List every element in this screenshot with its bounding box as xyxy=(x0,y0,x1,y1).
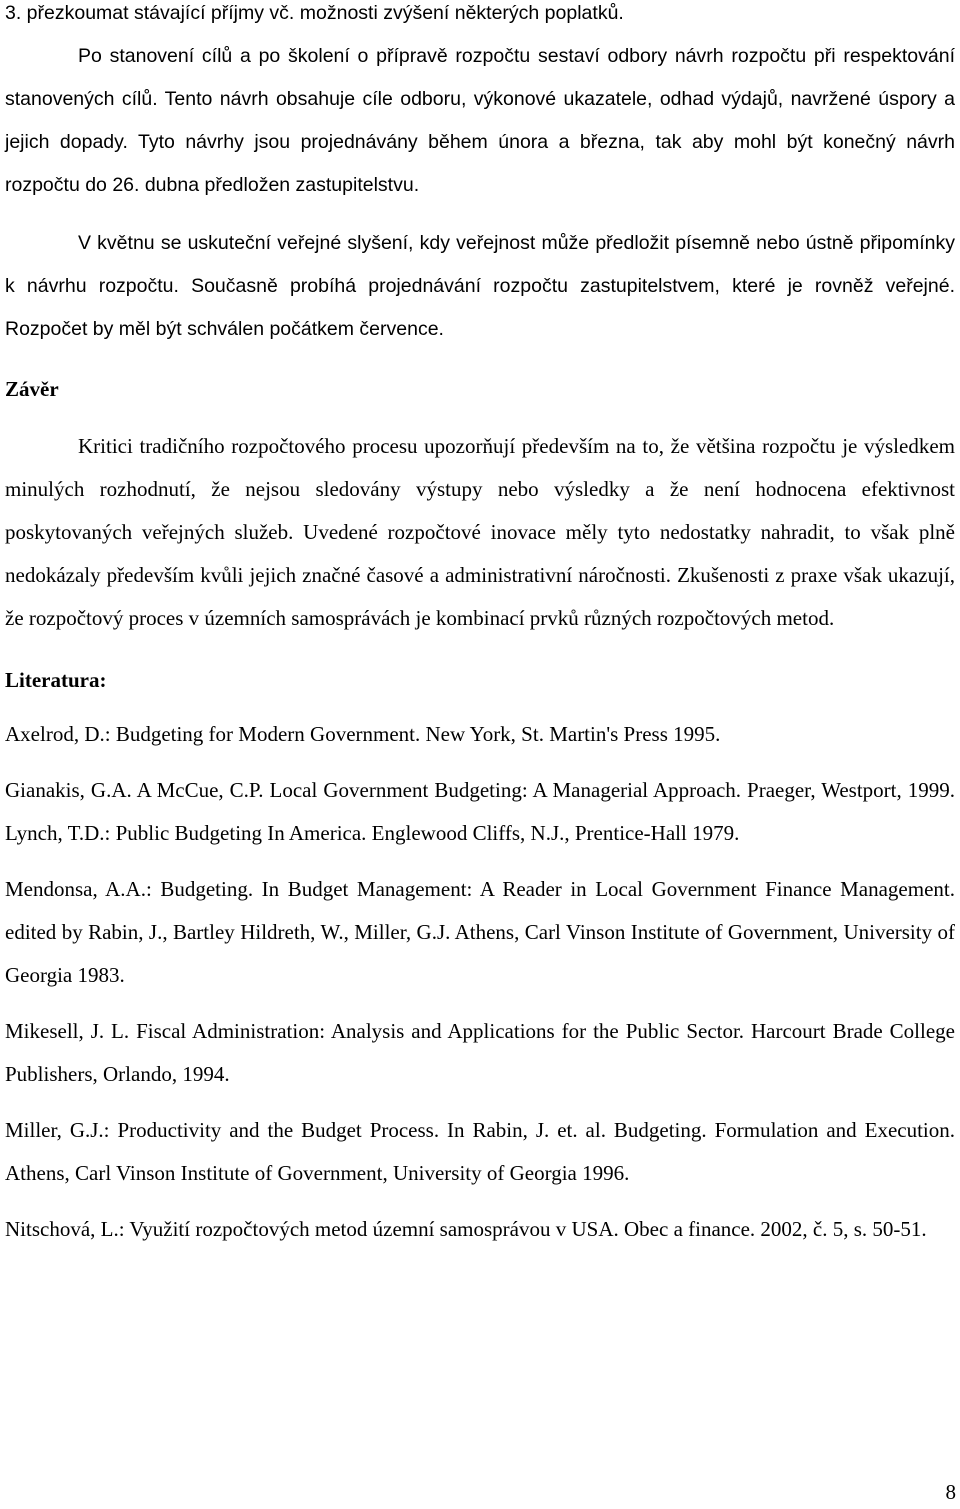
reference-item: Nitschová, L.: Využití rozpočtových metod územní samosprávou v USA. Obec a finance. 2002, č. 5, s. 50-51. xyxy=(5,1217,927,1241)
paragraph-budget-proposal: Po stanovení cílů a po školení o přípravě rozpočtu sestaví odbory návrh rozpočtu při respektování stanovených cílů. Tento návrh obsahuje cíle odboru, výkonové ukazatele, odhad výdajů, navržené úspory a jejich dopady. Tyto návrhy jsou projednávány během února a března, tak aby mohl být konečný návrh rozpočtu do 26. dubna předložen zastupitelstvu. xyxy=(5,45,955,196)
reference-item: Gianakis, G.A. A McCue, C.P. Local Government Budgeting: A Managerial Approach. Praeger, Westport, 1999. Lynch, T.D.: Public Budgeting In America. Englewood Cliffs, N.J., Prentice-Hall 1979. xyxy=(5,778,955,845)
conclusion-heading: Závěr xyxy=(5,377,59,401)
document-page xyxy=(5,0,955,1251)
reference-item: Miller, G.J.: Productivity and the Budget Process. In Rabin, J. et. al. Budgeting. Formulation and Execution. Athens, Carl Vinson Institute of Government, University of Georgia 1996. xyxy=(5,1118,955,1185)
conclusion-paragraph: Kritici tradičního rozpočtového procesu upozorňují především na to, že většina rozpočtu je výsledkem minulých rozhodnutí, že nejsou sledovány výstupy nebo výsledky a že není hodnocena efektivnost poskytovaných veřejných služeb. Uvedené rozpočtové inovace měly tyto nedostatky nahradit, to však plně nedokázaly především kvůli jejich značné časové a administrativní náročnosti. Zkušenosti z praxe však ukazují, že rozpočtový proces v územních samosprávách je kombinací prvků různých rozpočtových metod. xyxy=(5,434,955,630)
reference-item: Mendonsa, A.A.: Budgeting. In Budget Management: A Reader in Local Government Finance Management. edited by Rabin, J., Bartley Hildreth, W., Miller, G.J. Athens, Carl Vinson Institute of Government, University of Georgia 1983. xyxy=(5,877,955,987)
reference-item: Axelrod, D.: Budgeting for Modern Government. New York, St. Martin's Press 1995. xyxy=(5,722,721,746)
reference-item: Mikesell, J. L. Fiscal Administration: Analysis and Applications for the Public Sector. Harcourt Brade College Publishers, Orlando, 1994. xyxy=(5,1019,955,1086)
paragraph-public-hearing: V květnu se uskuteční veřejné slyšení, kdy veřejnost může předložit písemně nebo ústně připomínky k návrhu rozpočtu. Současně probíhá projednávání rozpočtu zastupitelstvem, které je rovněž veřejné. Rozpočet by měl být schválen počátkem července. xyxy=(5,232,955,340)
page-number: 8 xyxy=(945,1480,956,1504)
literature-heading: Literatura: xyxy=(5,668,107,692)
list-item-3: 3. přezkoumat stávající příjmy vč. možnosti zvýšení některých poplatků. xyxy=(5,2,624,24)
